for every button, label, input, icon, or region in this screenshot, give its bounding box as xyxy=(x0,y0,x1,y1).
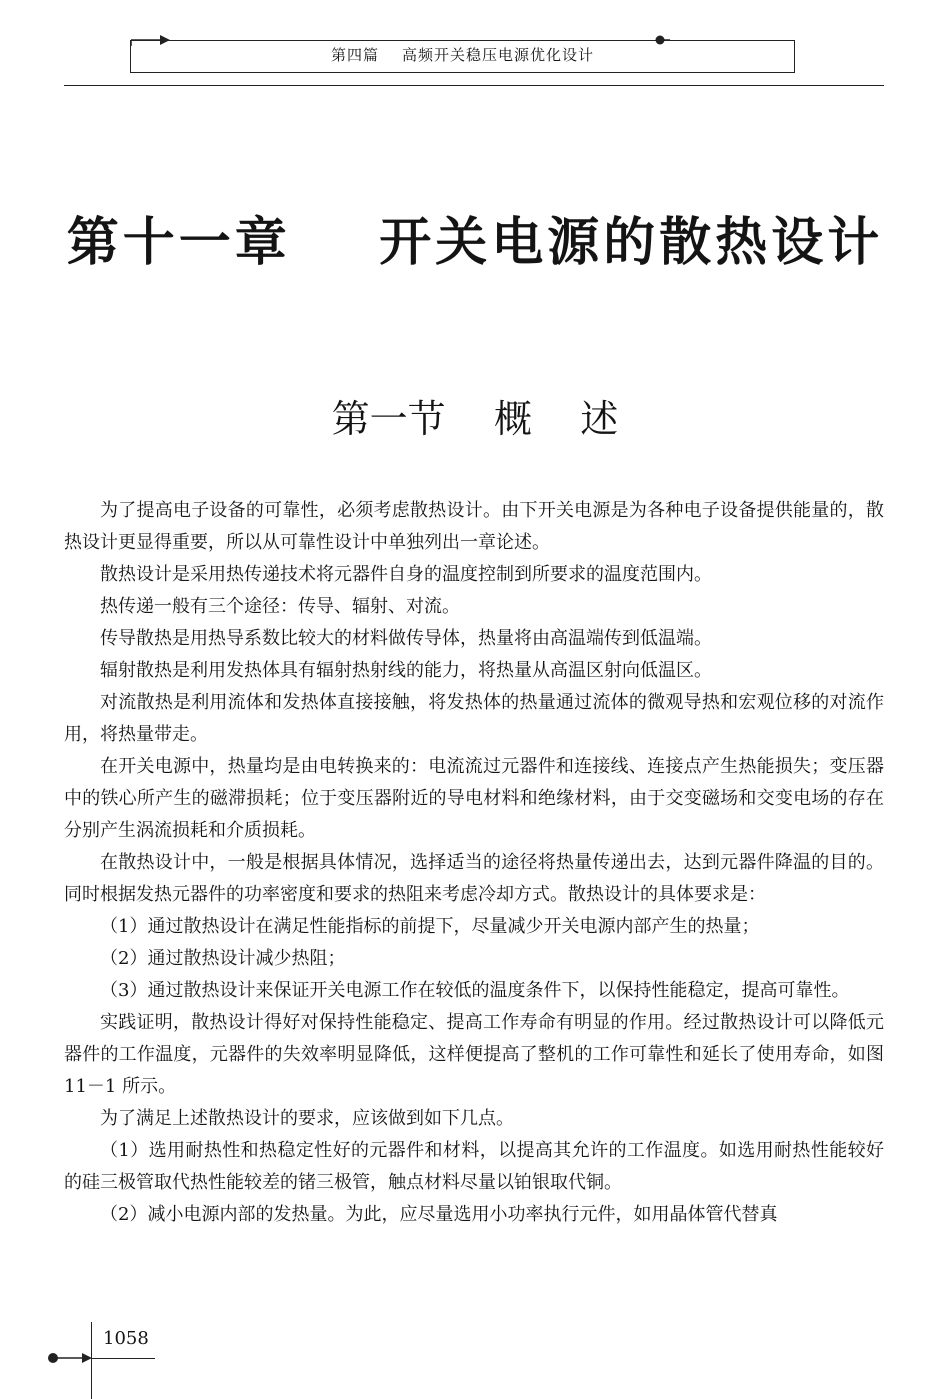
paragraph: 为了满足上述散热设计的要求，应该做到如下几点。 xyxy=(100,1108,514,1129)
list-item: （1）通过散热设计在满足性能指标的前提下，尽量减少开关电源内部产生的热量； xyxy=(100,916,760,937)
header-rule xyxy=(64,85,884,86)
paragraph: 散热设计是采用热传递技术将元器件自身的温度控制到所要求的温度范围内。 xyxy=(100,564,712,585)
section-title: 第一节 概 述 xyxy=(331,397,619,441)
footer-arrow-icon xyxy=(46,1349,92,1365)
paragraph: 为了提高电子设备的可靠性，必须考虑散热设计。由下开关电源是为各种电子设备提供能量的，散热设计更显得重要，所以从可靠性设计中单独列出一章论述。 xyxy=(64,500,884,553)
paragraph: 实践证明，散热设计得好对保持性能稳定、提高工作寿命有明显的作用。经过散热设计可以降低元器件的工作温度，元器件的失效率明显降低，这样便提高了整机的工作可靠性和延长了使用寿命，如图 11－1 所示。 xyxy=(64,1012,884,1097)
paragraph: 对流散热是利用流体和发热体直接接触，将发热体的热量通过流体的微观导热和宏观位移的对流作用，将热量带走。 xyxy=(64,692,884,745)
chapter-title: 第十一章 开关电源的散热设计 xyxy=(66,213,884,273)
paragraph: 辐射散热是利用发热体具有辐射热射线的能力，将热量从高温区射向低温区。 xyxy=(100,660,712,681)
paragraph: 热传递一般有三个途径：传导、辐射、对流。 xyxy=(100,596,460,617)
running-header-title: 第四篇 高频开关稳压电源优化设计 xyxy=(330,46,595,64)
list-item: （1）选用耐热性和热稳定性好的元器件和材料，以提高其允许的工作温度。如选用耐热性能较好的硅三极管取代热性能较差的锗三极管，触点材料尽量以铂银取代铜。 xyxy=(64,1140,884,1193)
list-item: （2）减小电源内部的发热量。为此，应尽量选用小功率执行元件，如用晶体管代替真 xyxy=(100,1204,778,1225)
list-item: （3）通过散热设计来保证开关电源工作在较低的温度条件下，以保持性能稳定，提高可靠性。 xyxy=(100,980,850,1001)
list-item: （2）通过散热设计减少热阻； xyxy=(100,948,346,969)
footer-horizontal-rule xyxy=(91,1358,155,1359)
paragraph: 在开关电源中，热量均是由电转换来的：电流流过元器件和连接线、连接点产生热能损失；变压器中的铁心所产生的磁滞损耗；位于变压器附近的导电材料和绝缘材料，由于交变磁场和交变电场的存在分别产生涡流损耗和介质损耗。 xyxy=(64,756,884,841)
paragraph: 传导散热是用热导系数比较大的材料做传导体，热量将由高温端传到低温端。 xyxy=(100,628,712,649)
paragraph: 在散热设计中，一般是根据具体情况，选择适当的途径将热量传递出去，达到元器件降温的目的。同时根据发热元器件的功率密度和要求的热阻来考虑冷却方式。散热设计的具体要求是： xyxy=(64,852,884,905)
page-number: 1058 xyxy=(103,1328,149,1349)
body-text xyxy=(64,495,884,1231)
